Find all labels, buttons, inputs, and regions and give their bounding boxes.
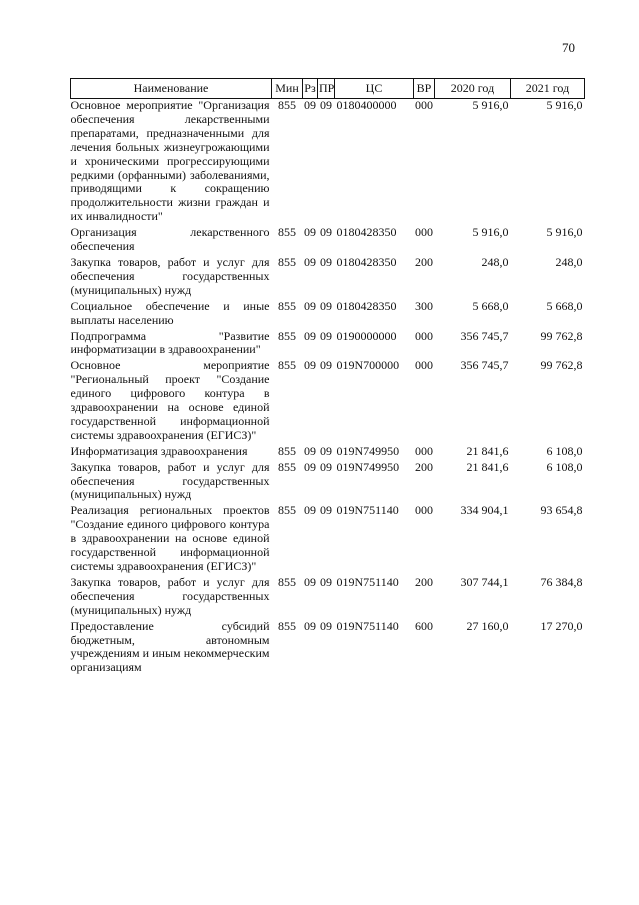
cell-name: Закупка товаров, работ и услуг для обеспечения государственных (муниципальных) нужд xyxy=(70,574,270,617)
cell-name: Подпрограмма "Развитие информатизации в здравоохранении" xyxy=(70,328,270,357)
table-row xyxy=(71,99,585,227)
table-row xyxy=(71,504,585,576)
cell-min: 855 xyxy=(278,503,296,518)
cell-rz: 09 xyxy=(304,98,316,112)
cell-pr: 09 xyxy=(320,459,332,474)
budget-table xyxy=(70,78,585,677)
cell-rz: 09 xyxy=(304,618,316,633)
table-row xyxy=(71,576,585,620)
cell-vr: 000 xyxy=(415,443,433,458)
cell-cs: 019N749950 xyxy=(336,443,400,458)
page-number: 70 xyxy=(562,40,575,55)
cell-cs: 0180428350 xyxy=(336,298,397,313)
cell-y2021: 5 916,0 xyxy=(546,225,583,240)
cell-y2021: 17 270,0 xyxy=(540,618,583,633)
cell-vr: 000 xyxy=(415,358,433,373)
cell-y2021: 6 108,0 xyxy=(546,459,583,474)
cell-min: 855 xyxy=(278,328,296,343)
cell-pr: 09 xyxy=(320,98,332,112)
table-row xyxy=(71,300,585,330)
cell-rz: 09 xyxy=(304,254,316,269)
table-row xyxy=(71,226,585,256)
cell-min: 855 xyxy=(278,358,296,373)
cell-vr: 000 xyxy=(415,328,433,343)
cell-y2021: 6 108,0 xyxy=(546,443,583,458)
cell-vr: 200 xyxy=(415,574,433,589)
cell-rz: 09 xyxy=(304,443,316,458)
cell-rz: 09 xyxy=(304,459,316,474)
cell-min: 855 xyxy=(278,574,296,589)
cell-vr: 200 xyxy=(415,459,433,474)
cell-y2020: 5 668,0 xyxy=(472,298,509,313)
cell-y2020: 27 160,0 xyxy=(466,618,509,633)
cell-y2020: 334 904,1 xyxy=(460,503,509,518)
cell-y2021: 5 668,0 xyxy=(546,298,583,313)
cell-cs: 0180400000 xyxy=(336,98,397,112)
cell-pr: 09 xyxy=(320,225,332,240)
cell-pr: 09 xyxy=(320,574,332,589)
cell-rz: 09 xyxy=(304,503,316,518)
cell-name: Реализация региональных проектов "Создание единого цифрового контура в здравоохранении на основе единой государственной информационной системы здравоохранения (ЕГИСЗ)" xyxy=(70,503,270,573)
cell-y2021: 5 916,0 xyxy=(546,98,583,112)
cell-cs: 019N749950 xyxy=(336,459,400,474)
table-row xyxy=(71,445,585,461)
cell-pr: 09 xyxy=(320,358,332,373)
cell-pr: 09 xyxy=(320,254,332,269)
cell-name: Организация лекарственного обеспечения xyxy=(70,225,270,254)
cell-name: Основное мероприятие "Региональный проект "Создание единого цифрового контура в здравоохранении на основе единой государственной информационной системы здравоохранения (ЕГИСЗ)" xyxy=(70,358,270,442)
cell-min: 855 xyxy=(278,298,296,313)
cell-y2020: 248,0 xyxy=(481,254,509,269)
cell-name: Предоставление субсидий бюджетным, автономным учреждениям и иным некоммерческим организациям xyxy=(70,618,270,675)
cell-name: Информатизация здравоохранения xyxy=(70,443,248,458)
cell-y2020: 5 916,0 xyxy=(472,98,509,112)
cell-y2020: 356 745,7 xyxy=(460,328,509,343)
cell-y2020: 356 745,7 xyxy=(460,358,509,373)
cell-cs: 019N751140 xyxy=(336,618,399,633)
cell-y2020: 5 916,0 xyxy=(472,225,509,240)
header-2020: 2020 год xyxy=(435,79,511,99)
cell-vr: 000 xyxy=(415,503,433,518)
cell-rz: 09 xyxy=(304,298,316,313)
cell-cs: 0190000000 xyxy=(336,328,397,343)
cell-min: 855 xyxy=(278,618,296,633)
cell-pr: 09 xyxy=(320,328,332,343)
cell-y2021: 93 654,8 xyxy=(540,503,583,518)
cell-name: Социальное обеспечение и иные выплаты населению xyxy=(70,298,270,327)
cell-name: Закупка товаров, работ и услуг для обеспечения государственных (муниципальных) нужд xyxy=(70,254,270,297)
header-row xyxy=(71,79,585,99)
cell-cs: 019N700000 xyxy=(336,358,400,373)
cell-pr: 09 xyxy=(320,298,332,313)
header-vr: ВР xyxy=(414,79,435,99)
cell-min: 855 xyxy=(278,459,296,474)
cell-y2020: 307 744,1 xyxy=(460,574,509,589)
cell-y2021: 99 762,8 xyxy=(540,328,583,343)
cell-y2020: 21 841,6 xyxy=(466,459,509,474)
cell-min: 855 xyxy=(278,98,296,112)
cell-name: Основное мероприятие "Организация обеспечения лекарственными препаратами, предназначенными для лечения больных жизнеугрожающими и хроническими прогрессирующими редкими (орфанными) заболеваниями, приводящими к сокращению продолжительности жизни граждан и их инвалидности" xyxy=(70,98,270,224)
cell-vr: 600 xyxy=(415,618,433,633)
header-cs: ЦС xyxy=(335,79,414,99)
cell-name: Закупка товаров, работ и услуг для обеспечения государственных (муниципальных) нужд xyxy=(70,459,270,502)
header-2021: 2021 год xyxy=(511,79,585,99)
header-pr: ПР xyxy=(318,79,335,99)
cell-vr: 300 xyxy=(415,298,433,313)
table-row xyxy=(71,461,585,505)
cell-rz: 09 xyxy=(304,574,316,589)
header-name: Наименование xyxy=(71,79,272,99)
cell-rz: 09 xyxy=(304,328,316,343)
header-min: Мин xyxy=(272,79,303,99)
cell-min: 855 xyxy=(278,225,296,240)
cell-cs: 019N751140 xyxy=(336,574,399,589)
cell-cs: 0180428350 xyxy=(336,225,397,240)
table-row xyxy=(71,256,585,300)
cell-pr: 09 xyxy=(320,503,332,518)
header-rz: Рз xyxy=(303,79,318,99)
cell-min: 855 xyxy=(278,254,296,269)
cell-rz: 09 xyxy=(304,225,316,240)
cell-y2020: 21 841,6 xyxy=(466,443,509,458)
table-row xyxy=(71,330,585,360)
cell-pr: 09 xyxy=(320,443,332,458)
table-body xyxy=(71,99,585,678)
cell-rz: 09 xyxy=(304,358,316,373)
table-row xyxy=(71,620,585,678)
cell-cs: 019N751140 xyxy=(336,503,399,518)
cell-vr: 000 xyxy=(415,98,433,112)
cell-cs: 0180428350 xyxy=(336,254,397,269)
table-header xyxy=(71,79,585,99)
cell-vr: 200 xyxy=(415,254,433,269)
cell-y2021: 76 384,8 xyxy=(540,574,583,589)
cell-min: 855 xyxy=(278,443,296,458)
table-row xyxy=(71,359,585,444)
cell-vr: 000 xyxy=(415,225,433,240)
cell-y2021: 99 762,8 xyxy=(540,358,583,373)
cell-pr: 09 xyxy=(320,618,332,633)
cell-y2021: 248,0 xyxy=(555,254,583,269)
